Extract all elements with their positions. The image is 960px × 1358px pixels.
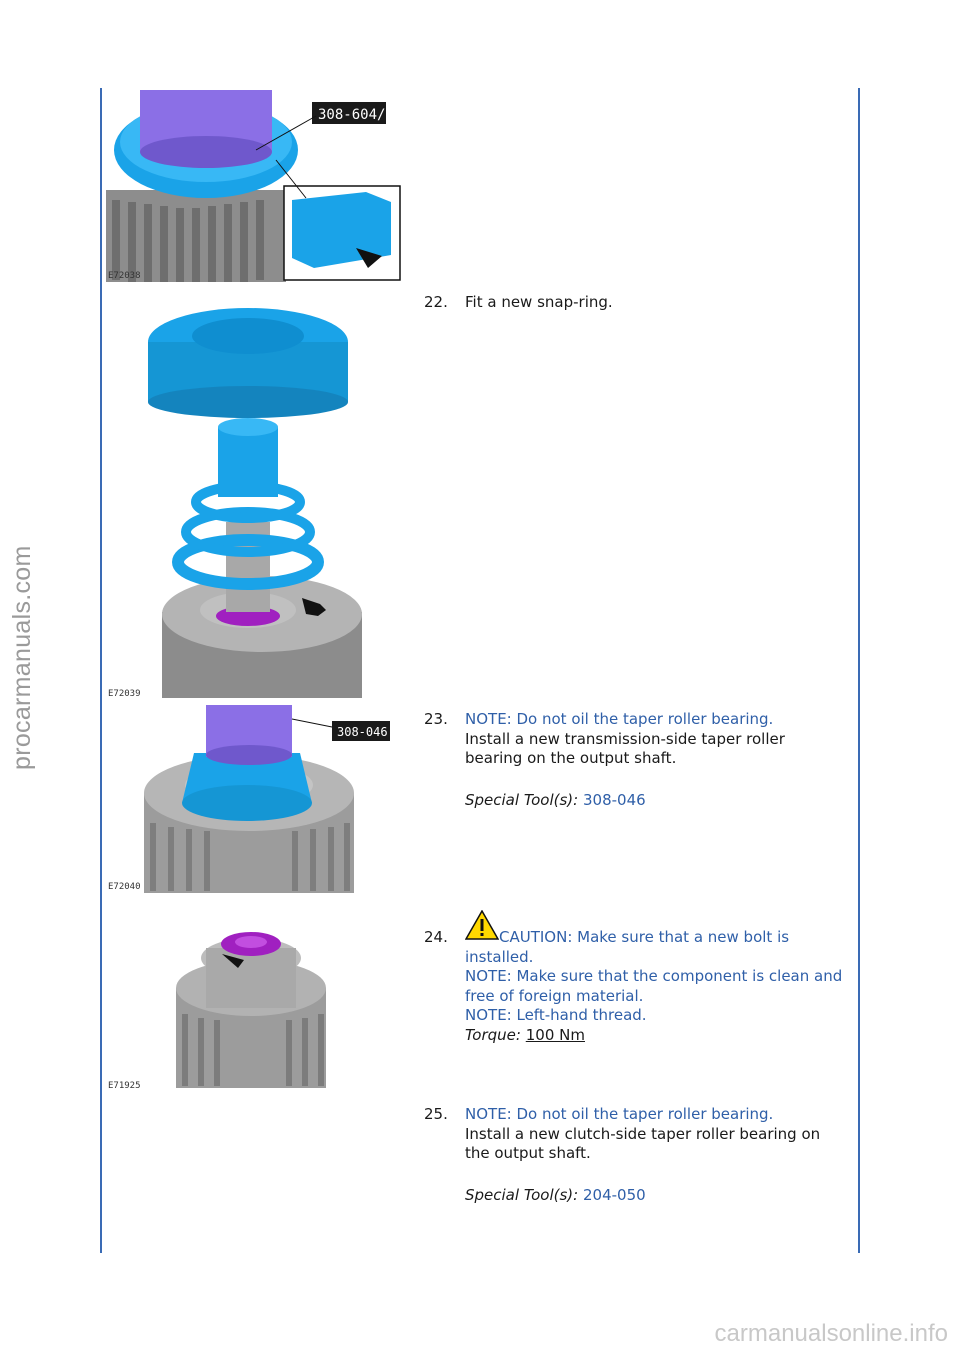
torque-label: Torque: bbox=[465, 1025, 521, 1044]
figure-1-id: E72038 bbox=[108, 271, 141, 281]
right-margin-rule bbox=[858, 88, 860, 1253]
step-instruction: Install a new clutch-side taper roller bearing on the output shaft. bbox=[465, 1124, 821, 1162]
figure-installer-tool bbox=[106, 90, 402, 282]
figure-4-id: E71925 bbox=[108, 1081, 141, 1091]
figure-gear-assembly bbox=[106, 292, 362, 700]
figure-1-callout: 308-604/ bbox=[318, 107, 386, 123]
left-margin-rule bbox=[100, 88, 102, 1253]
step-25 bbox=[424, 1105, 824, 1215]
step-instruction: Fit a new snap-ring. bbox=[465, 293, 613, 311]
special-tool-link[interactable]: 308-046 bbox=[583, 790, 646, 809]
torque-value: 100 Nm bbox=[525, 1025, 585, 1044]
step-note-clean: NOTE: Make sure that the component is clean and free of foreign material. bbox=[465, 967, 843, 1005]
step-number: 23. bbox=[424, 710, 448, 728]
step-note-thread: NOTE: Left-hand thread. bbox=[465, 1006, 647, 1024]
step-number: 25. bbox=[424, 1105, 448, 1123]
special-tool-label: Special Tool(s): bbox=[465, 1185, 579, 1204]
step-note: NOTE: Do not oil the taper roller bearing. bbox=[465, 1105, 774, 1123]
figure-3-callout: 308-046 bbox=[337, 725, 388, 739]
figure-3-id: E72040 bbox=[108, 882, 141, 892]
figure-bolt-torque bbox=[106, 918, 330, 1092]
figure-bearing-installer bbox=[106, 705, 392, 893]
bottom-watermark: carmanualsonline.info bbox=[714, 1320, 948, 1347]
step-instruction: Install a new transmission-side taper roller bearing on the output shaft. bbox=[465, 729, 785, 767]
figure-2-id: E72039 bbox=[108, 689, 141, 699]
step-number: 22. bbox=[424, 293, 448, 311]
caution-text: CAUTION: Make sure that a new bolt is installed. bbox=[465, 928, 790, 966]
step-note: NOTE: Do not oil the taper roller bearing. bbox=[465, 710, 774, 728]
step-number: 24. bbox=[424, 928, 448, 946]
step-23 bbox=[424, 710, 824, 810]
step-22 bbox=[424, 293, 824, 317]
step-24 bbox=[424, 910, 843, 1045]
special-tool-link[interactable]: 204-050 bbox=[583, 1185, 646, 1204]
special-tool-label: Special Tool(s): bbox=[465, 790, 579, 809]
warning-triangle-icon bbox=[465, 910, 499, 940]
side-watermark: procarmanuals.com bbox=[8, 545, 36, 770]
